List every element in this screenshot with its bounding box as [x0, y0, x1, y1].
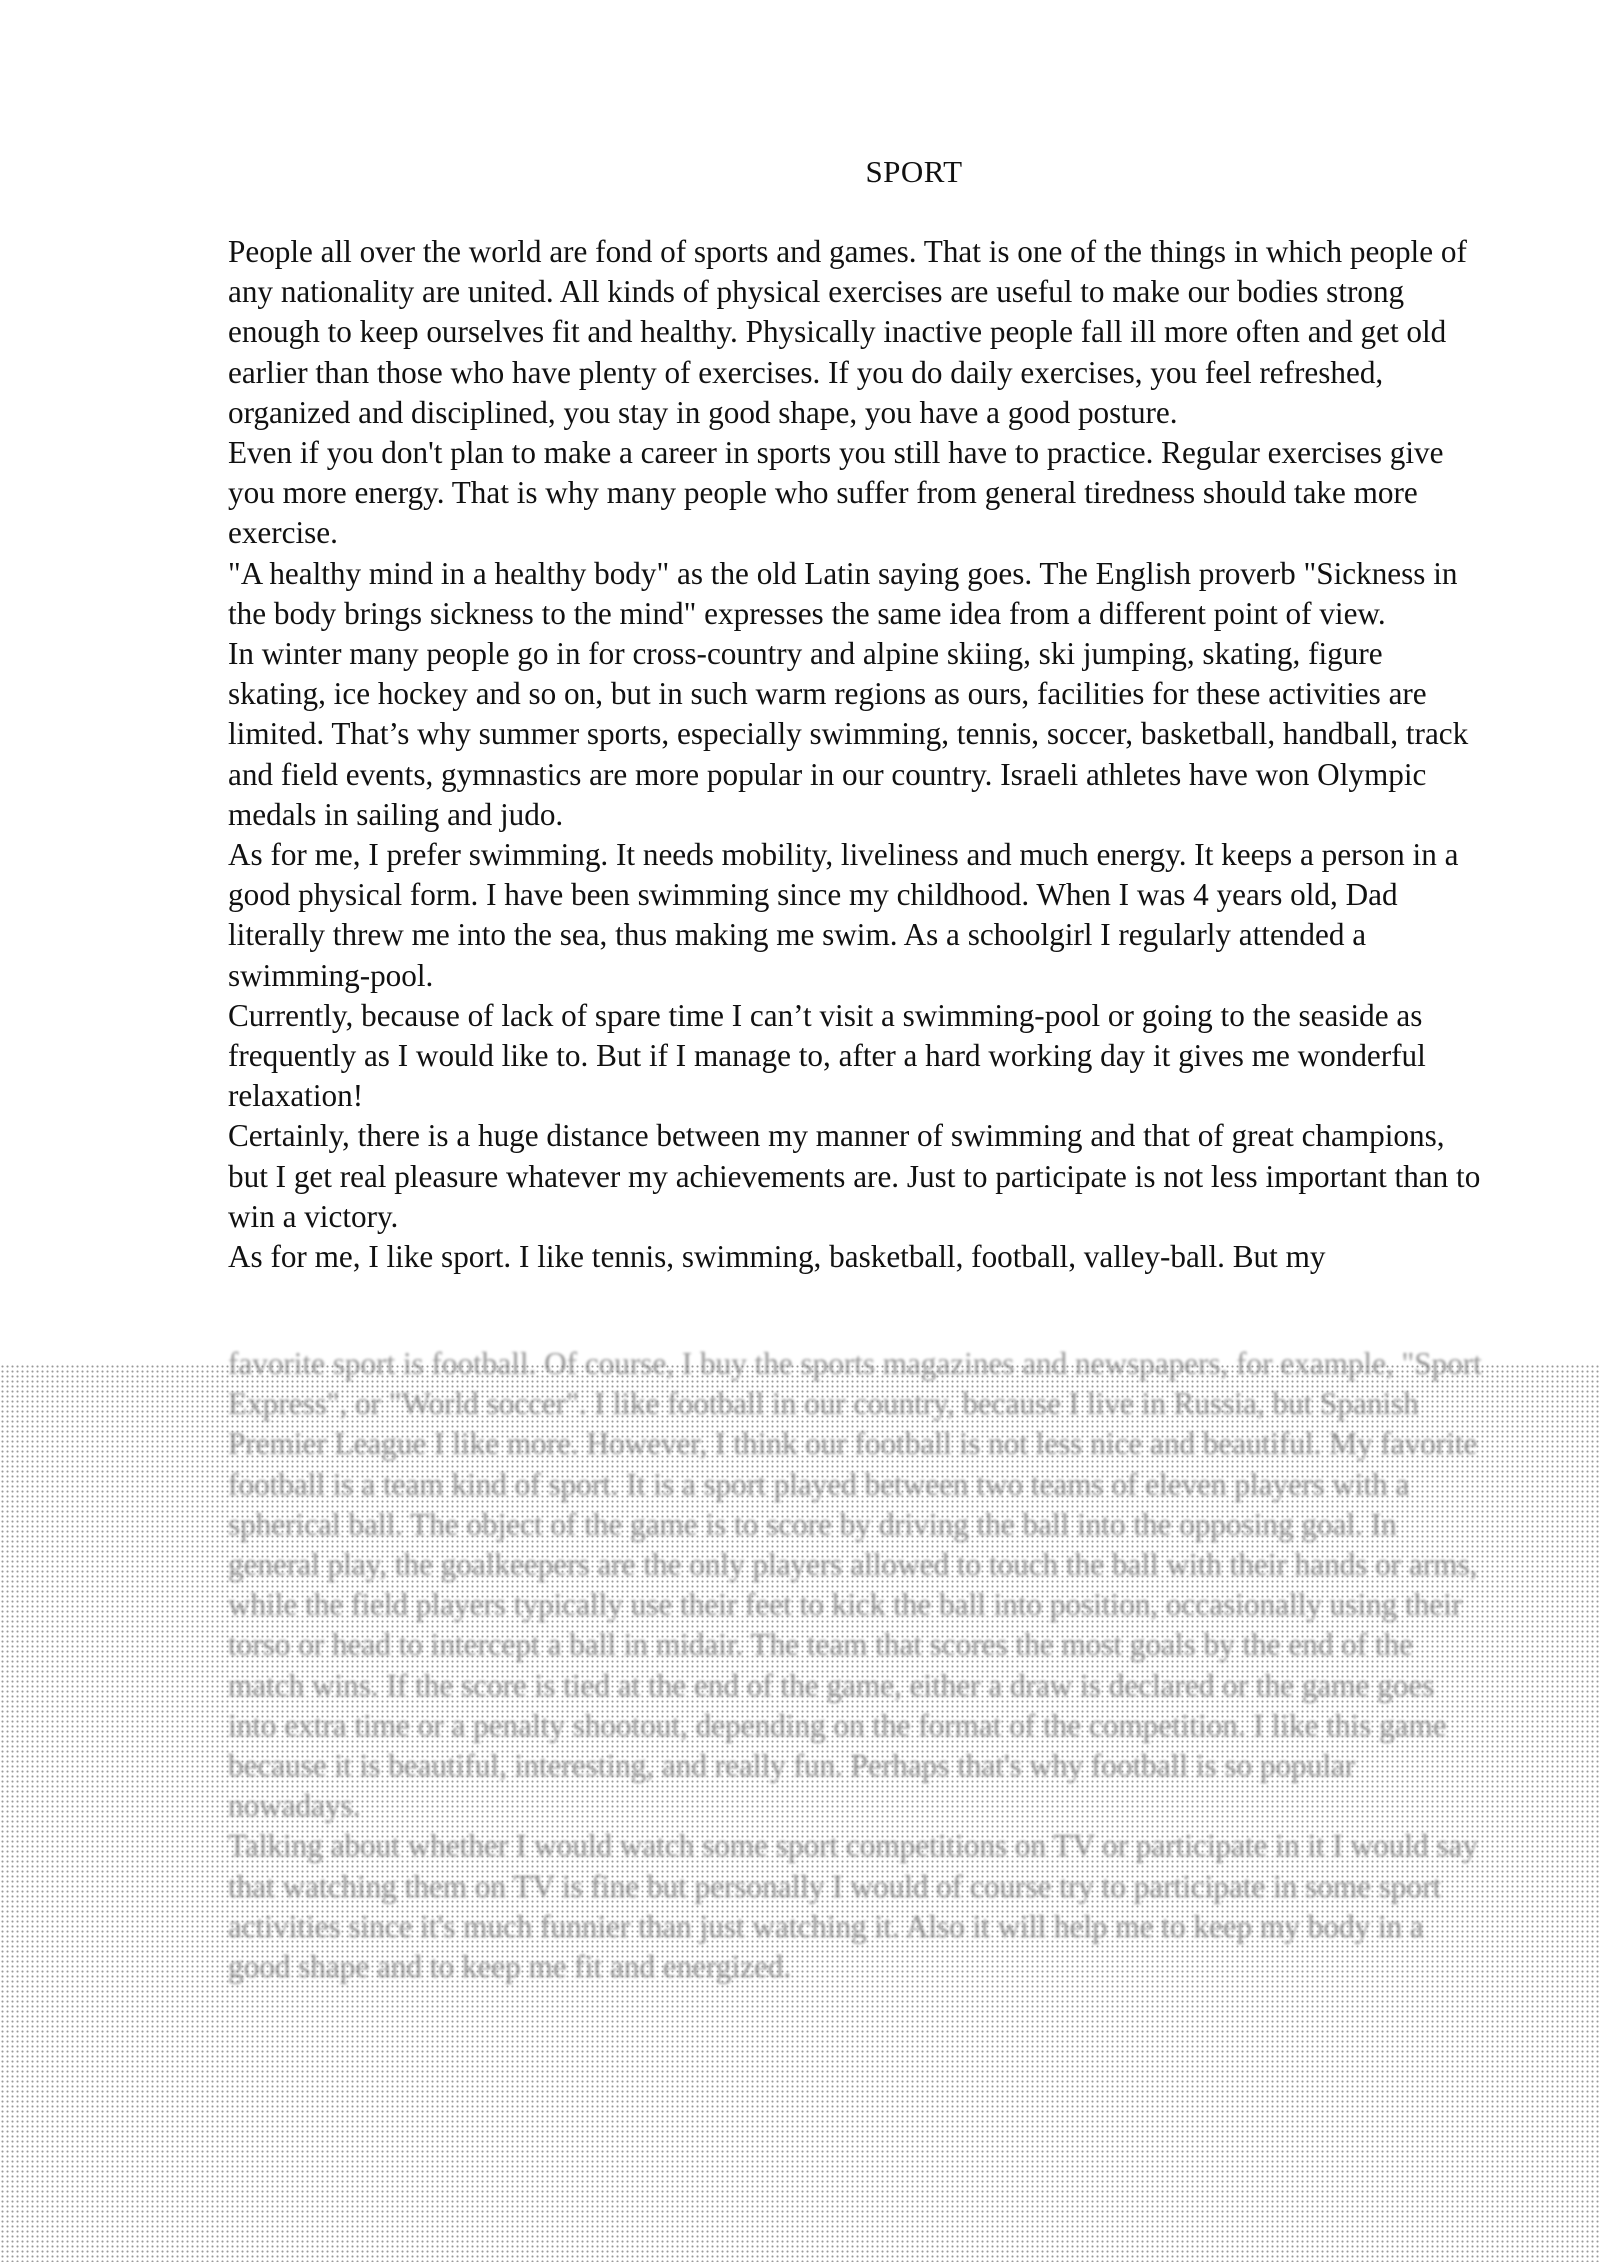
paragraph-7: Certainly, there is a huge distance between my manner of swimming and that of great champions, but I get real pleasure whatever my achievements are. Just to participate is not less important than to win a victory.	[228, 1118, 1481, 1234]
paragraph-8: As for me, I like sport. I like tennis, swimming, basketball, football, valley-ball. But my	[228, 1239, 1326, 1275]
paragraph-6: Currently, because of lack of spare time I can’t visit a swimming-pool or going to the seaside as frequently as I would like to. But if I manage to, after a hard working day it gives me wonderful relaxation!	[228, 997, 1426, 1114]
obscured-paragraph-1: favorite sport is football. Of course, I buy the sports magazines and newspapers, for example, "Sport Express", or "World soccer". I like football in our country, because I live in Russia, but Spanish Premier League I like more. However, I think our football is not less nice and beautiful. My favorite football is a team kind of sport. It is a sport played between two teams of eleven players with a spherical ball. The object of the game is to score by driving the ball into the opposing goal. In general play, the goalkeepers are the only players allowed to touch the ball with their hands or arms, while the field players typically use their feet to kick the ball into position, occasionally using their torso or head to intercept a ball in midair. The team that scores the most goals by the end of the match wins. If the score is tied at the end of the game, either a draw is declared or the game goes into extra time or a penalty shootout, depending on the format of the competition. I like this game because it is beautiful, interesting, and really fun. Perhaps that's why football is so popular nowadays.	[228, 1346, 1482, 1824]
paragraph-4: In winter many people go in for cross-country and alpine skiing, ski jumping, skating, figure skating, ice hockey and so on, but in such warm regions as ours, facilities for these activities are limited. That’s why summer sports, especially swimming, tennis, soccer, basketball, handball, track and field events, gymnastics are more popular in our country. Israeli athletes have won Olympic medals in sailing and judo.	[228, 636, 1469, 832]
paragraph-2: Even if you don't plan to make a career in sports you still have to practice. Regular exercises give you more energy. That is why many people who suffer from general tiredness should take more exercise.	[228, 435, 1444, 551]
paragraph-1: People all over the world are fond of sports and games. That is one of the things in which people of any nationality are united. All kinds of physical exercises are useful to make our bodies strong enough to keep ourselves fit and healthy. Physically inactive people fall ill more often and get old earlier than those who have plenty of exercises. If you do daily exercises, you feel refreshed, organized and disciplined, you stay in good shape, you have a good posture.	[228, 234, 1467, 430]
document-body	[228, 232, 1488, 1277]
document-title-row	[0, 152, 1600, 192]
obscured-paragraph-2: Talking about whether I would watch some sport competitions on TV or participate in it I would say that watching them on TV is fine but personally I would of course try to participate in some sport activities since it's much funnier than just watching it. Also it will help me to keep my body in a good shape and to keep me fit and energized.	[228, 1828, 1478, 1985]
paragraph-5: As for me, I prefer swimming. It needs mobility, liveliness and much energy. It keeps a person in a good physical form. I have been swimming since my childhood. When I was 4 years old, Dad literally threw me into the sea, thus making me swim. As a schoolgirl I regularly attended a swimming-pool.	[228, 837, 1459, 993]
paragraph-3: "A healthy mind in a healthy body" as the old Latin saying goes. The English proverb "Sickness in the body brings sickness to the mind" expresses the same idea from a different point of view.	[228, 555, 1458, 631]
obscured-text-block	[228, 1346, 1488, 1987]
document-title: SPORT	[865, 154, 963, 189]
